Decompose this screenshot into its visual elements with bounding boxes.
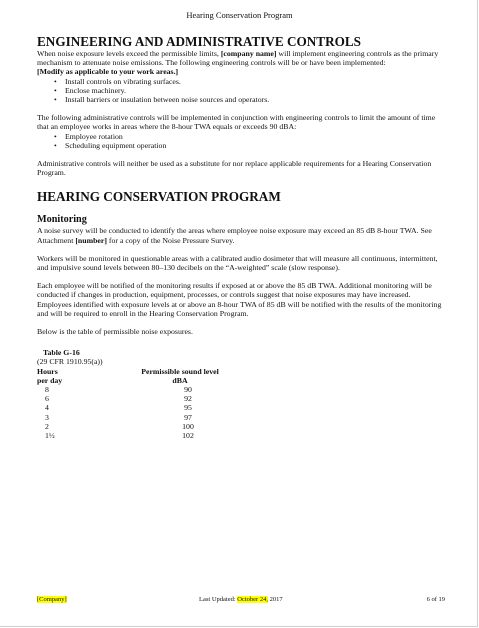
monitoring-paragraph-4: Below is the table of permissible noise exposures.: [37, 327, 193, 337]
footer-company: [Company]: [37, 596, 67, 603]
table-row: [37, 394, 445, 403]
monitoring-paragraph-2: Workers will be monitored in questionable areas with a calibrated audio dosimeter that will measure all continuous, intermittent, and impulsive sound levels between 80–130 decibels on the “A-weighted” scale (slow response).: [37, 253, 438, 273]
company-name-placeholder: [company name]: [220, 49, 277, 58]
page-content: [37, 34, 445, 440]
column-subheader-dba: dBA: [172, 375, 188, 385]
noise-exposure-table: [37, 348, 445, 440]
hours-cell: 8: [45, 385, 49, 395]
list-item: • Install controls on vibrating surfaces.: [65, 77, 445, 86]
admin-controls-note: Administrative controls will neither be used as a substitute for nor replace applicable requirements for a Hearing Conservation Program.: [37, 159, 432, 178]
dba-cell: 102: [182, 431, 194, 441]
footer-last-updated: Last Updated: October 24, 2017: [199, 596, 283, 603]
engineering-controls-list: [37, 77, 445, 105]
hours-cell: 2: [45, 421, 49, 431]
table-row: [37, 422, 445, 431]
admin-controls-list: [37, 132, 445, 150]
page-header: Hearing Conservation Program: [186, 10, 293, 20]
admin-controls-intro: The following administrative controls will be implemented in conjunction with engineering controls to limit the amount of time that an employee works in areas where the 8-hour TWA equals or exceeds 90 dBA:: [37, 113, 436, 132]
dba-cell: 90: [184, 385, 192, 395]
section-heading-hcp: HEARING CONSERVATION PROGRAM: [37, 189, 281, 205]
column-subheader-per-day: per day: [37, 375, 63, 385]
table-title: Table G-16: [43, 348, 80, 358]
list-item: • Install barriers or insulation between noise sources and operators.: [65, 95, 445, 104]
monitoring-paragraph-1: A noise survey will be conducted to identify the areas where employee noise exposure may exceed an 85 dB 8-hour TWA. See Attachment [number] for a copy of the Noise Pressure Survey.: [37, 226, 432, 245]
dba-cell: 97: [184, 412, 192, 422]
dba-cell: 95: [184, 403, 192, 413]
table-citation: (29 CFR 1910.95(a)): [37, 357, 103, 367]
section-heading-engineering: ENGINEERING AND ADMINISTRATIVE CONTROLS: [37, 34, 362, 49]
list-item: • Employee rotation: [65, 132, 445, 141]
hours-cell: 3: [45, 412, 49, 422]
table-row: [37, 385, 445, 394]
attachment-number-placeholder: [number]: [75, 235, 107, 245]
table-header-row-2: [37, 376, 445, 385]
table-header-row: [37, 367, 445, 376]
table-row: [37, 403, 445, 412]
hours-cell: 1½: [45, 431, 55, 441]
list-item: • Scheduling equipment operation: [65, 141, 445, 150]
footer-updated-date: October 24,: [237, 596, 268, 603]
hours-cell: 4: [45, 403, 49, 413]
subheading-monitoring: Monitoring: [37, 214, 87, 226]
engineering-intro-text-2: will implement engineering controls as the primary mechanism to attenuate noise emissions. The following engineering controls will be or have been implemented:: [37, 49, 439, 68]
modify-note: [Modify as applicable to your work areas.]: [37, 67, 179, 77]
engineering-intro-text-1: When noise exposure levels exceed the permissible limits,: [37, 49, 221, 58]
dba-cell: 92: [184, 394, 192, 404]
dba-cell: 100: [182, 421, 194, 431]
page-footer: [37, 596, 445, 603]
column-header-level: Permissible sound level: [141, 366, 219, 376]
list-item: • Enclose machinery.: [65, 86, 445, 95]
hours-cell: 6: [45, 394, 49, 404]
column-header-hours: Hours: [37, 366, 58, 376]
table-row: [37, 431, 445, 440]
footer-page-number: 6 of 19: [426, 596, 445, 603]
table-row: [37, 413, 445, 422]
monitoring-paragraph-3: Each employee will be notified of the monitoring results if exposed at or above the 85 dB TWA. Additional monitoring will be conducted if changes in production, equipment, processes, or controls suggest that noise exposures may have increased. Employees identified with exposure levels at or above an 8-hour TWA of 85 dB will be notified with the results of the monitoring and will be required to enroll in the Hearing Conservation Program.: [37, 281, 442, 318]
engineering-intro: [37, 49, 445, 67]
